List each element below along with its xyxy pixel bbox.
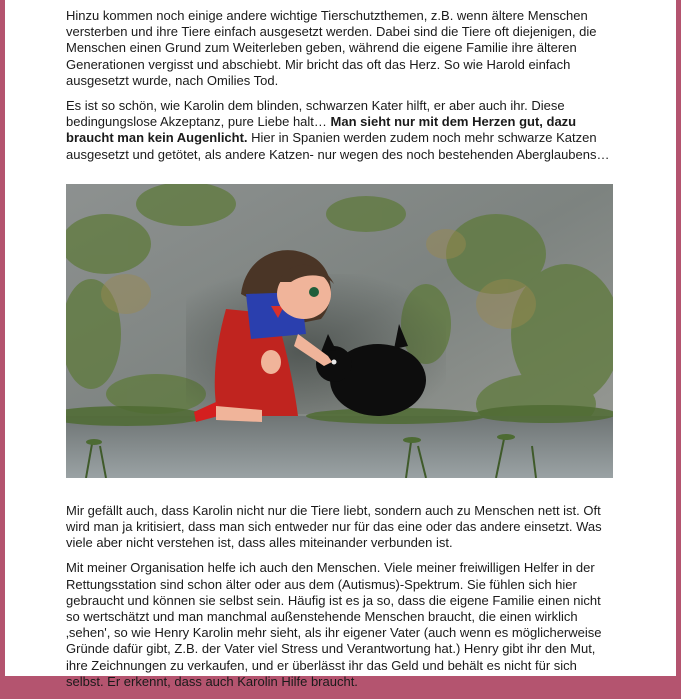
paragraph-1: Hinzu kommen noch einige andere wichtige Tierschutzthemen, z.B. wenn ältere Menschen versterben und ihre Tiere einfach ausgesetzt werden. Dabei sind die Tiere oft diejenigen, die Menschen einen Grund zum Weiterleben geben, während die eigene Familie ihre älteren Generationen vergisst und abschiebt. Mir bricht das oft das Herz. So wie Harold einfach ausgesetzt wurde, nach Omilies Tod. (66, 8, 597, 88)
paragraph-2-start: Es ist so schön, wie Karolin dem blinden, schwarzen Kater hilft, er aber auch ihr. Diese bedingungslose Akzeptanz, pure Liebe halt… (66, 98, 565, 130)
page (5, 0, 676, 689)
scene-image (66, 184, 613, 478)
paragraph-3: Mir gefällt auch, dass Karolin nicht nur die Tiere liebt, sondern auch zu Menschen nett ist. Oft wird man ja kritisiert, dass man sich entweder nur für das eine oder das andere einsetzt. Was viele aber nicht verstehen ist, dass alles miteinander verbunden ist. (66, 502, 602, 551)
article-content (66, 8, 618, 699)
paragraph-2-end: Hier in Spanien werden zudem noch mehr schwarze Katzen ausgesetzt und getötet, als andere Katzen- nur wegen des noch bestehenden Aberglaubens… (66, 130, 610, 162)
paragraph-4: Mit meiner Organisation helfe ich auch den Menschen. Viele meiner freiwilligen Helfer in der Rettungsstation sind schon älter oder aus dem (Autismus)-Spektrum. Sie fühlen sich hier gebraucht und können sie selbst sein. Häufig ist es ja so, dass die eigene Familie einen nicht so wertschätzt und man manchmal außenstehende Menschen braucht, die einen wirklich ‚sehen', so wie Henry Karolin mehr sieht, als ihr eigener Vater (auch wenn es möglicherweise Gründe dafür gibt, Z.B. der Vater viel Stress und Verantwortung hat.) Henry gibt ihr den Mut, ihre Zeichnungen zu verkaufen, und er überlässt ihr das Geld und behält es nicht für sich selbst. Er erkennt, dass auch Karolin Hilfe braucht. (66, 560, 602, 689)
paragraph-2-bold-quote: Man sieht nur mit dem Herzen gut, dazu braucht man kein Augenlicht. (66, 114, 577, 146)
illustration-girl-with-black-cat (66, 184, 613, 478)
paragraph-2 (66, 98, 618, 163)
